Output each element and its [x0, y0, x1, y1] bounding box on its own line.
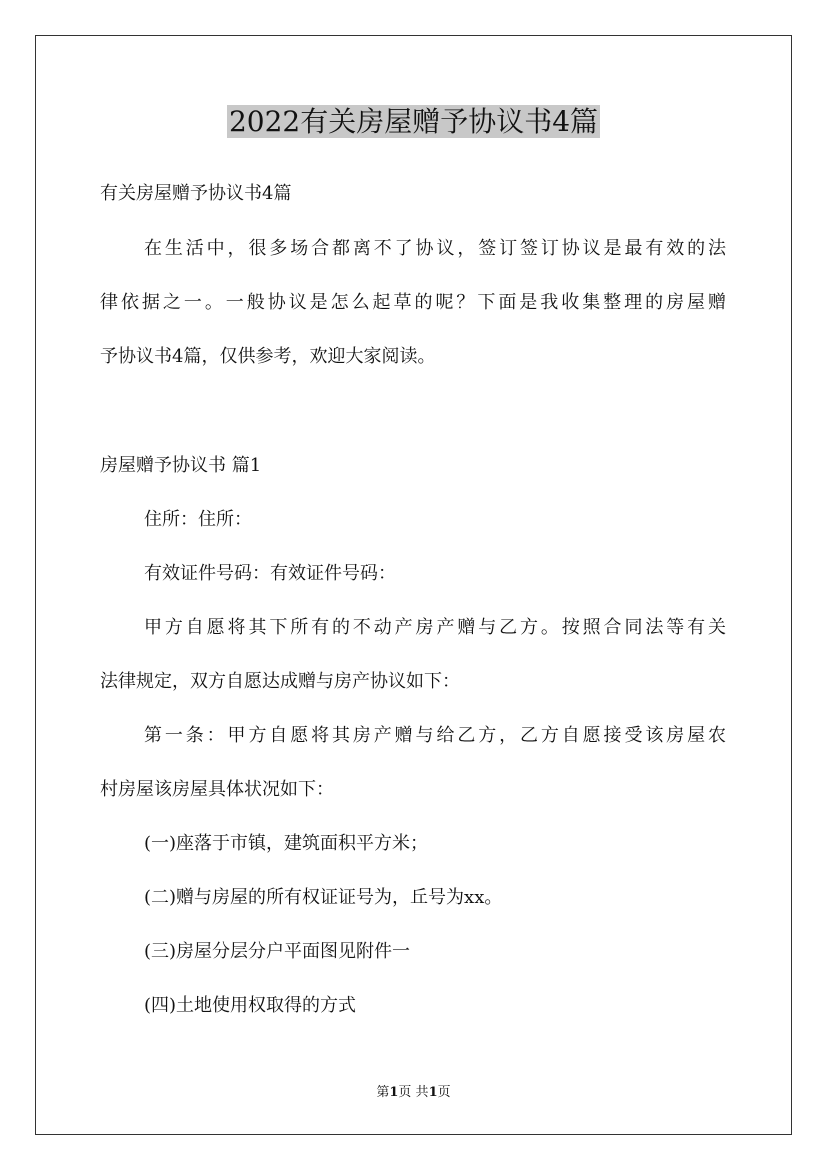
body-line-9: (三)房屋分层分户平面图见附件一 — [144, 941, 411, 962]
intro-line-1: 在生活中，很多场合都离不了协议，签订签订协议是最有效的法 — [144, 238, 726, 259]
footer-prefix: 第 — [376, 1085, 390, 1100]
body-line-1: 住所：住所： — [144, 509, 252, 530]
footer-page-total: 1 — [428, 1085, 438, 1100]
body-line-4: 法律规定，双方自愿达成赠与房产协议如下： — [100, 671, 460, 692]
footer-mid: 页 共 — [398, 1085, 429, 1100]
body-line-5: 第一条：甲方自愿将其房产赠与给乙方，乙方自愿接受该房屋农 — [144, 725, 726, 746]
body-line-8: (二)赠与房屋的所有权证证号为，丘号为xx。 — [144, 887, 503, 908]
document-title-text: 2022有关房屋赠予协议书4篇 — [228, 105, 599, 138]
body-line-10: (四)土地使用权取得的方式 — [144, 995, 357, 1016]
intro-line-3: 予协议书4篇，仅供参考，欢迎大家阅读。 — [100, 346, 436, 367]
body-line-3: 甲方自愿将其下所有的不动产房产赠与乙方。按照合同法等有关 — [144, 617, 726, 638]
body-line-7: (一)座落于市镇，建筑面积平方米； — [144, 833, 429, 854]
footer-page-number: 1 — [389, 1085, 399, 1100]
document-title — [0, 102, 827, 142]
body-line-6: 村房屋该房屋具体状况如下： — [100, 779, 334, 800]
body-line-2: 有效证件号码：有效证件号码： — [144, 563, 396, 584]
document-subtitle: 有关房屋赠予协议书4篇 — [100, 183, 292, 204]
page-footer — [0, 1084, 827, 1102]
intro-line-2: 律依据之一。一般协议是怎么起草的呢？下面是我收集整理的房屋赠 — [100, 292, 726, 313]
section-heading: 房屋赠予协议书 篇1 — [100, 455, 262, 476]
footer-suffix: 页 — [437, 1085, 451, 1100]
